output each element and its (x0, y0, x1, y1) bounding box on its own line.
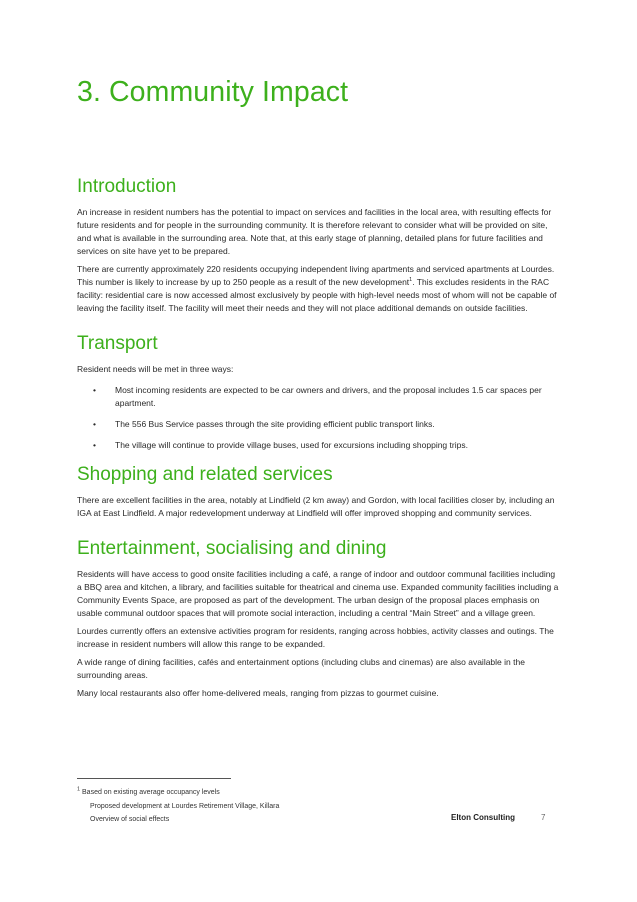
list-item-text: Most incoming residents are expected to be car owners and drivers, and the proposal includes 1.5 car spaces per apartment. (115, 385, 542, 408)
list-item-text: The 556 Bus Service passes through the site providing efficient public transport links. (115, 419, 435, 429)
bullet-icon: • (93, 419, 96, 429)
list-item (77, 384, 562, 410)
footer-document-info (90, 800, 279, 826)
section-transport (77, 331, 562, 452)
footer-document-subtitle: Overview of social effects (90, 816, 170, 823)
footnote-number: 1 (77, 786, 81, 793)
footnote (77, 788, 220, 798)
entertainment-paragraph-3: A wide range of dining facilities, cafés and entertainment options (including clubs and cinemas) are also available in the surrounding areas. (77, 657, 525, 680)
list-item-text: The village will continue to provide village buses, used for excursions including shopping trips. (115, 440, 468, 450)
introduction-paragraph-2-end: . This excludes residents in the RAC facility: residential care is now accessed almost exclusively by people with high-level needs most of whom will not be capable of leaving the facility itself. The facility will meet their needs and they will not place additional demands on outside facilities. (77, 277, 557, 313)
footer-brand: Elton Consulting (451, 813, 515, 822)
section-shopping (77, 462, 562, 520)
shopping-paragraph: There are excellent facilities in the area, notably at Lindfield (2 km away) and Gordon, with local facilities closer by, including an IGA at East Lindfield. A major redevelopment underway at Lindfield will offer improved shopping and community services. (77, 495, 555, 518)
entertainment-paragraph-1: Residents will have access to good onsite facilities including a café, a range of indoor and outdoor communal facilities including a BBQ area and kitchen, a library, and facilities suitable for theatrical and cinema use. Expanded community facilities including a Community Events Space, are proposed as part of the development. The urban design of the proposal places emphasis on usable communal outdoor spaces that will promote social interaction, including a central “Main Street” and a village green. (77, 569, 559, 618)
entertainment-paragraph-2: Lourdes currently offers an extensive activities program for residents, ranging across hobbies, activity classes and outings. The increase in resident numbers will allow this range to be expanded. (77, 626, 554, 649)
entertainment-paragraph-4: Many local restaurants also offer home-delivered meals, ranging from pizzas to gourmet cuisine. (77, 688, 439, 698)
footer-document-title: Proposed development at Lourdes Retirement Village, Killara (90, 803, 280, 810)
transport-intro: Resident needs will be met in three ways: (77, 364, 234, 374)
section-heading-shopping: Shopping and related services (77, 464, 333, 485)
bullet-icon: • (93, 385, 96, 395)
transport-list (77, 384, 562, 452)
page-number: 7 (541, 813, 546, 822)
footnote-text: Based on existing average occupancy levels (80, 789, 220, 796)
page-content (77, 174, 562, 700)
introduction-paragraph-1: An increase in resident numbers has the potential to impact on services and facilities in the local area, with resulting effects for future residents and for people in the surrounding community. It is therefore relevant to consider what will be provided on site, and what is available in the surrounding area. Note that, at this early stage of planning, detailed plans for future facilities and services on site have yet to be prepared. (77, 207, 552, 256)
introduction-paragraph-2-start: There are currently approximately 220 residents occupying independent living apartments and serviced apartments at Lourdes. This number is likely to increase by up to 250 people as a result of the new development (77, 264, 555, 287)
section-heading-entertainment: Entertainment, socialising and dining (77, 538, 387, 559)
footnote-divider (77, 778, 231, 779)
bullet-icon: • (93, 440, 96, 450)
section-heading-introduction: Introduction (77, 176, 177, 197)
footnote-reference[interactable]: 1 (409, 277, 413, 284)
section-heading-transport: Transport (77, 333, 158, 354)
list-item (77, 439, 562, 452)
list-item (77, 418, 562, 431)
chapter-title: 3. Community Impact (77, 76, 349, 108)
introduction-paragraph-2 (77, 263, 562, 315)
section-entertainment (77, 536, 562, 700)
